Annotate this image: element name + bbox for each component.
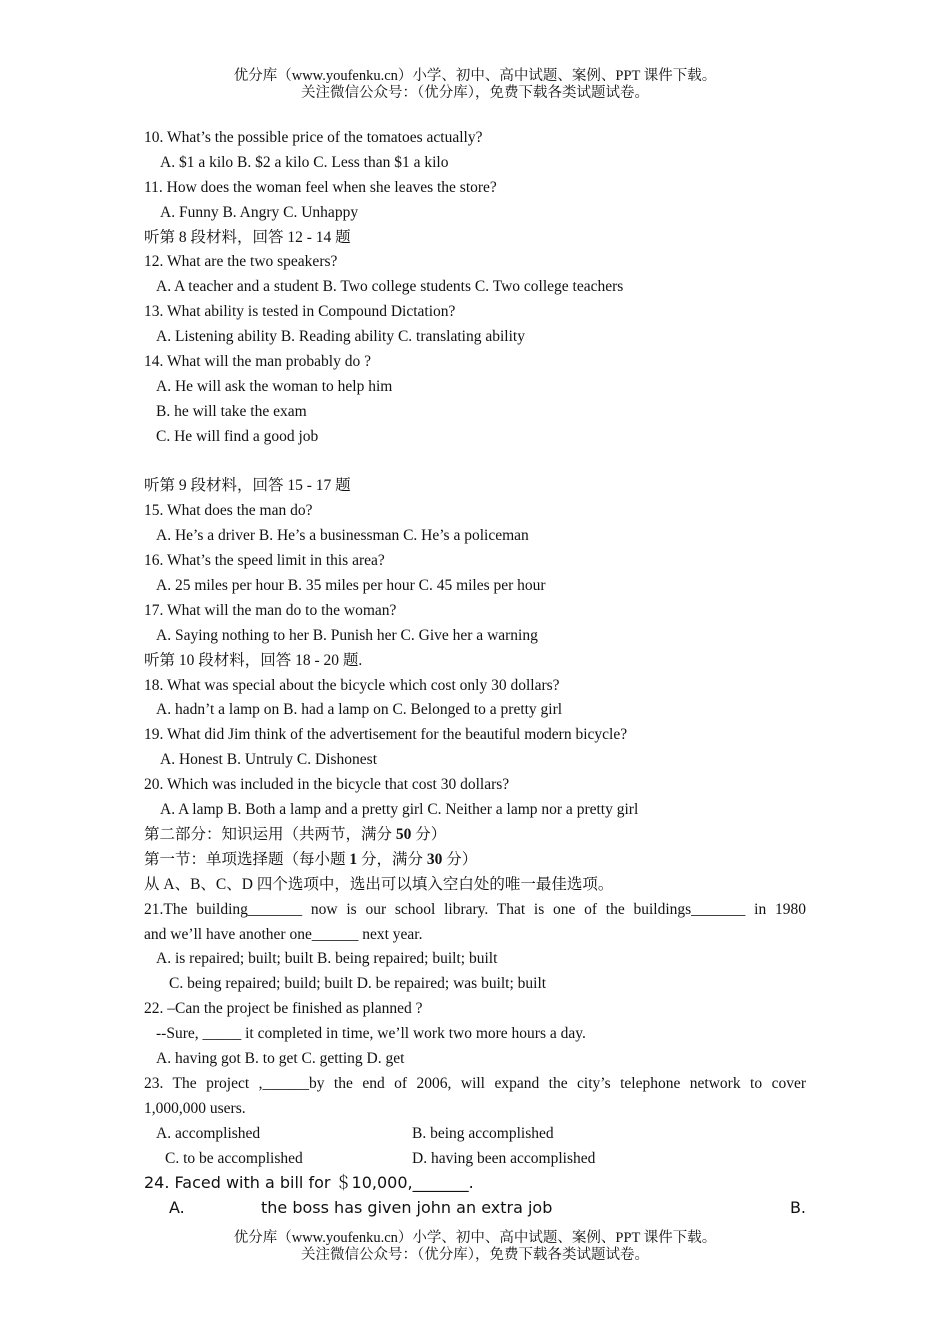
q13-options: A. Listening ability B. Reading ability C. translating ability <box>156 328 525 346</box>
q15-stem: 15. What does the man do? <box>144 502 313 520</box>
q10-options: A. $1 a kilo B. $2 a kilo C. Less than $1 a kilo <box>160 153 449 171</box>
q16-options: A. 25 miles per hour B. 35 miles per hour C. 45 miles per hour <box>156 577 546 595</box>
instruction: 从 A、B、C、D 四个选项中，选出可以填入空白处的唯一最佳选项。 <box>144 875 614 893</box>
q17-options: A. Saying nothing to her B. Punish her C. Give her a warning <box>156 626 538 644</box>
q14-option-c: C. He will find a good job <box>156 427 319 445</box>
q10-stem: 10. What’s the possible price of the tomatoes actually? <box>144 129 483 146</box>
q18-stem: 18. What was special about the bicycle which cost only 30 dollars? <box>144 676 560 694</box>
q23-options-row-2 <box>144 1147 806 1172</box>
part-2-score: 50 <box>395 825 412 843</box>
q18-options: A. hadn’t a lamp on B. had a lamp on C. Belonged to a pretty girl <box>156 701 563 719</box>
section-9-heading: 听第 9 段材料，回答 15 - 17 题 <box>144 477 351 495</box>
spacer <box>144 450 806 475</box>
q11-options: A. Funny B. Angry C. Unhappy <box>160 203 359 221</box>
q22-options: A. having got B. to get C. getting D. get <box>156 1049 405 1067</box>
q12-stem: 12. What are the two speakers? <box>144 253 338 271</box>
header-line-2: 关注微信公众号：（优分库），免费下载各类试题试卷。 <box>301 85 649 101</box>
q24-options-row <box>144 1196 806 1221</box>
section-1-mid: 分，满分 <box>357 850 427 868</box>
section-1-prefix: 第一节：单项选择题（每小题 <box>144 850 350 868</box>
section-1-heading <box>144 848 806 873</box>
q24-option-a-text: the boss has given john an extra job <box>261 1198 553 1218</box>
q19-stem: 19. What did Jim think of the advertisement for the beautiful modern bicycle? <box>144 726 628 744</box>
q14-stem: 14. What will the man probably do ? <box>144 353 371 371</box>
header-line-1: 优分库（www.youfenku.cn）小学、初中、高中试题、案例、PPT 课件下载。 <box>233 68 717 84</box>
part-2-heading <box>144 823 806 848</box>
q23-option-a: A. accomplished <box>156 1124 261 1142</box>
page-footer <box>0 1230 950 1264</box>
q19-options: A. Honest B. Untruly C. Dishonest <box>160 751 377 769</box>
q24-option-a-label: A. <box>169 1198 185 1218</box>
q21-options-2: C. being repaired; build; built D. be repaired; was built; built <box>169 975 547 993</box>
footer-line-1: 优分库（www.youfenku.cn）小学、初中、高中试题、案例、PPT 课件下载。 <box>233 1230 717 1246</box>
section-1-suffix: 分） <box>442 850 478 868</box>
q13-stem: 13. What ability is tested in Compound Dictation? <box>144 303 456 321</box>
q21-line-2: and we’ll have another one______ next year. <box>144 925 423 943</box>
section-1-total-score: 30 <box>426 850 443 868</box>
q21-options-1: A. is repaired; built; built B. being repaired; built; built <box>156 950 498 968</box>
q20-options: A. A lamp B. Both a lamp and a pretty girl C. Neither a lamp nor a pretty girl <box>160 801 639 819</box>
q16-stem: 16. What’s the speed limit in this area? <box>144 552 385 570</box>
q23-option-c: C. to be accomplished <box>165 1149 303 1167</box>
q23-options-row-1 <box>144 1122 806 1147</box>
q20-stem: 20. Which was included in the bicycle that cost 30 dollars? <box>144 776 510 794</box>
q17-stem: 17. What will the man do to the woman? <box>144 601 397 619</box>
q24-option-b-label: B. <box>789 1198 806 1218</box>
q22-line-2: --Sure, _____ it completed in time, we’ll work two more hours a day. <box>156 1025 586 1043</box>
q23-option-b: B. being accomplished <box>412 1124 554 1142</box>
q12-options: A. A teacher and a student B. Two college students C. Two college teachers <box>156 278 624 296</box>
q14-option-b: B. he will take the exam <box>156 402 307 420</box>
footer-line-2: 关注微信公众号：（优分库），免费下载各类试题试卷。 <box>301 1247 649 1263</box>
part-2-suffix: 分） <box>411 825 447 843</box>
q11-stem: 11. How does the woman feel when she leaves the store? <box>144 178 497 196</box>
q14-option-a: A. He will ask the woman to help him <box>156 377 393 395</box>
section-1-each-score: 1 <box>349 850 358 868</box>
part-2-prefix: 第二部分：知识运用（共两节，满分 <box>144 825 396 843</box>
q22-line-1: 22. –Can the project be finished as planned ? <box>144 1000 423 1018</box>
q24-stem: 24. Faced with a bill for ＄10,000,_______. <box>144 1173 474 1193</box>
q23-line-1: 23. The project ,______by the end of 2006, will expand the city’s telephone network to cover <box>144 1074 806 1092</box>
section-8-heading: 听第 8 段材料，回答 12 - 14 题 <box>144 228 351 246</box>
q21-line-1: 21.The building_______ now is our school library. That is one of the buildings_______ in 1980 <box>144 900 806 918</box>
q23-option-d: D. having been accomplished <box>412 1149 596 1167</box>
q23-line-2: 1,000,000 users. <box>144 1099 246 1117</box>
page-header <box>0 68 950 102</box>
exam-content <box>144 126 806 1221</box>
q15-options: A. He’s a driver B. He’s a businessman C. He’s a policeman <box>156 527 529 545</box>
section-10-heading: 听第 10 段材料，回答 18 - 20 题. <box>144 651 363 669</box>
